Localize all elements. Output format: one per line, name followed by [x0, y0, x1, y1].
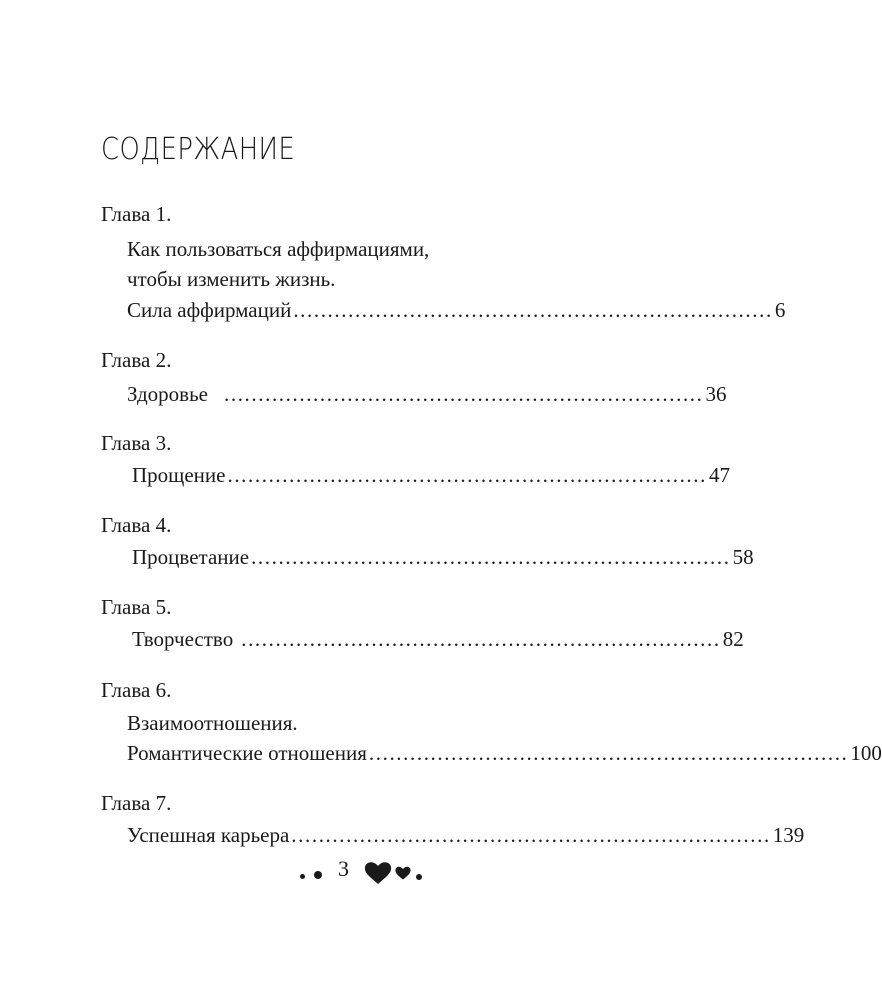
- heart-icon: [364, 861, 392, 885]
- leader-dots: ......................................................................: [227, 463, 707, 487]
- chapter-2-label: Глава 2.: [101, 348, 172, 372]
- heart-icon: [395, 866, 411, 880]
- dot-icon: [314, 871, 322, 879]
- chapter-3-entry-title: Прощение: [132, 463, 226, 487]
- chapter-7-label: Глава 7.: [101, 791, 172, 815]
- chapter-1-entry-title: Сила аффирмаций: [127, 298, 292, 322]
- chapter-3-entry[interactable]: [132, 462, 730, 488]
- chapter-5-entry[interactable]: [132, 626, 744, 652]
- chapter-1-subtitle-line-1: Как пользоваться аффирмациями,: [127, 237, 430, 261]
- leader-dots: ......................................................................: [224, 382, 704, 406]
- leader-dots: ......................................................................: [368, 741, 849, 765]
- chapter-2-entry[interactable]: [127, 381, 727, 407]
- chapter-7-entry[interactable]: [127, 822, 805, 848]
- chapter-6-page-number: 100: [850, 741, 882, 765]
- chapter-1-page-number: 6: [774, 298, 786, 322]
- chapter-2-entry-title: Здоровье: [127, 382, 208, 406]
- chapter-2-page-number: 36: [705, 382, 727, 406]
- chapter-3-page-number: 47: [708, 463, 730, 487]
- chapter-1-label: Глава 1.: [101, 202, 172, 226]
- chapter-5-entry-title: Творчество: [132, 627, 234, 651]
- chapter-5-label: Глава 5.: [101, 595, 172, 619]
- leader-dots: ......................................................................: [241, 627, 721, 651]
- page-number: 3: [338, 856, 349, 881]
- dot-icon: [416, 874, 422, 880]
- footer-ornament: [298, 856, 438, 886]
- chapter-7-page-number: 139: [772, 823, 805, 847]
- page-title: СОДЕРЖАНИЕ: [101, 132, 296, 167]
- chapter-7-entry-title: Успешная карьера: [127, 823, 290, 847]
- chapter-6-entry[interactable]: [127, 740, 882, 766]
- chapter-4-entry[interactable]: [132, 544, 754, 570]
- chapter-6-entry-title: Романтические отношения: [127, 741, 367, 765]
- chapter-1-subtitle-line-2: чтобы изменить жизнь.: [127, 267, 336, 291]
- chapter-6-subtitle-line-1: Взаимоотношения.: [127, 711, 298, 735]
- dot-icon: [300, 874, 305, 879]
- chapter-1-entry[interactable]: [127, 297, 786, 323]
- chapter-5-page-number: 82: [722, 627, 744, 651]
- chapter-6-label: Глава 6.: [101, 678, 172, 702]
- chapter-4-entry-title: Процветание: [132, 545, 250, 569]
- leader-dots: ......................................................................: [251, 545, 731, 569]
- leader-dots: ......................................................................: [291, 823, 771, 847]
- chapter-4-page-number: 58: [732, 545, 754, 569]
- chapter-3-label: Глава 3.: [101, 431, 172, 455]
- chapter-4-label: Глава 4.: [101, 513, 172, 537]
- leader-dots: ......................................................................: [293, 298, 773, 322]
